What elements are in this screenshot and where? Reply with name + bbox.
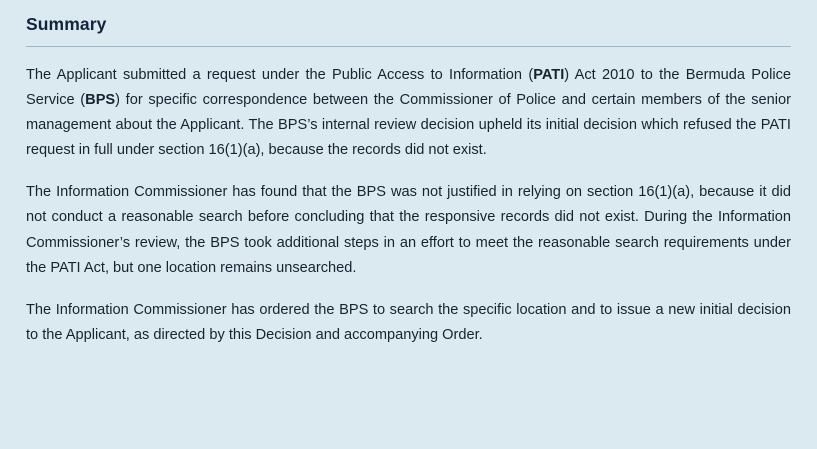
summary-body (26, 63, 791, 348)
heading-divider (26, 46, 791, 47)
page-title: Summary (26, 14, 107, 34)
summary-paragraph-1: The Applicant submitted a request under the Public Access to Information (PATI) Act 2010 to the Bermuda Police Service (BPS) for specific correspondence between the Commissioner of Police and certain members of the senior management about the Applicant. The BPS’s internal review decision upheld its initial decision which refused the PATI request in full under section 16(1)(a), because the records did not exist. (26, 67, 791, 159)
summary-paragraph-3: The Information Commissioner has ordered the BPS to search the specific location and to issue a new initial decision to the Applicant, as directed by this Decision and accompanying Order. (26, 301, 791, 343)
summary-paragraph-2: The Information Commissioner has found that the BPS was not justified in relying on section 16(1)(a), because it did not conduct a reasonable search before concluding that the responsive records did not exist. During the Information Commissioner’s review, the BPS took additional steps in an effort to meet the reasonable search requirements under the PATI Act, but one location remains unsearched. (26, 184, 791, 276)
